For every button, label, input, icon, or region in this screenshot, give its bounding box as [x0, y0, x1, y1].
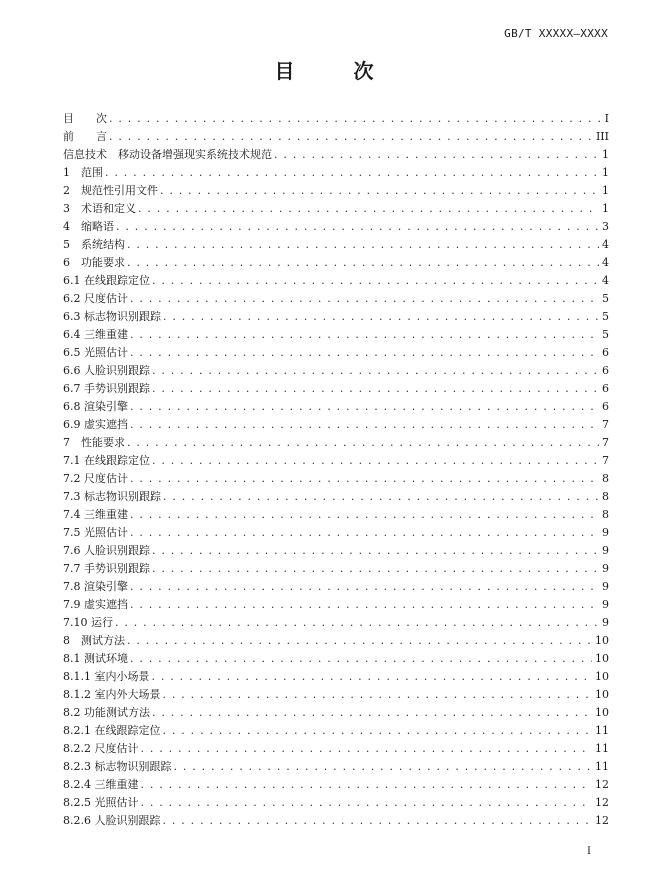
toc-entry-label: 目 次 — [63, 112, 107, 125]
toc-entry-page: I — [604, 112, 609, 125]
table-of-contents — [63, 110, 609, 830]
toc-entry-page: 1 — [602, 202, 609, 215]
toc-entry-page: 12 — [595, 778, 609, 791]
toc-entry-page: 5 — [602, 310, 609, 323]
toc-entry-page: 9 — [602, 616, 609, 629]
toc-dot-leader — [130, 290, 599, 308]
toc-entry[interactable] — [63, 254, 609, 272]
toc-entry-label: 8.2.1 在线跟踪定位 — [63, 724, 161, 737]
toc-entry-page: 12 — [595, 796, 609, 809]
toc-entry[interactable] — [63, 722, 609, 740]
toc-entry[interactable] — [63, 398, 609, 416]
toc-entry[interactable] — [63, 560, 609, 578]
toc-entry-label: 6.1 在线跟踪定位 — [63, 274, 150, 287]
toc-entry[interactable] — [63, 578, 609, 596]
toc-entry-page: 9 — [602, 598, 609, 611]
toc-dot-leader — [163, 722, 593, 740]
toc-entry[interactable] — [63, 704, 609, 722]
toc-entry[interactable] — [63, 470, 609, 488]
toc-dot-leader — [152, 362, 599, 380]
toc-entry-page: 9 — [602, 544, 609, 557]
toc-entry-label: 6 功能要求 — [63, 256, 125, 269]
toc-entry-label: 7.10 运行 — [63, 616, 113, 629]
toc-entry-page: 8 — [602, 508, 609, 521]
toc-entry-page: 5 — [602, 292, 609, 305]
toc-entry-label: 7.4 三维重建 — [63, 508, 128, 521]
toc-entry-label: 6.5 光照估计 — [63, 346, 128, 359]
toc-entry-label: 7.9 虚实遮挡 — [63, 598, 128, 611]
toc-entry-page: 7 — [602, 418, 609, 431]
toc-dot-leader — [163, 308, 599, 326]
toc-entry-label: 7.8 渲染引擎 — [63, 580, 128, 593]
toc-entry[interactable] — [63, 776, 609, 794]
toc-entry-label: 8.2.3 标志物识别跟踪 — [63, 760, 172, 773]
toc-dot-leader — [152, 272, 599, 290]
toc-entry[interactable] — [63, 524, 609, 542]
toc-entry-label: 6.8 渲染引擎 — [63, 400, 128, 413]
toc-entry[interactable] — [63, 164, 609, 182]
toc-entry-page: 9 — [602, 562, 609, 575]
toc-dot-leader — [109, 110, 602, 128]
toc-dot-leader — [116, 218, 599, 236]
toc-entry-page: 7 — [602, 436, 609, 449]
toc-entry[interactable] — [63, 596, 609, 614]
toc-entry-page: 10 — [595, 634, 609, 647]
toc-dot-leader — [152, 542, 599, 560]
toc-dot-leader — [127, 632, 592, 650]
toc-entry-label: 8.2.4 三维重建 — [63, 778, 139, 791]
toc-entry-page: 11 — [595, 742, 609, 755]
toc-entry-label: 8.1.2 室内外大场景 — [63, 688, 161, 701]
toc-entry-page: 10 — [595, 652, 609, 665]
toc-entry-page: 7 — [602, 454, 609, 467]
toc-entry-page: 9 — [602, 526, 609, 539]
toc-entry[interactable] — [63, 308, 609, 326]
toc-entry-label: 1 范围 — [63, 166, 103, 179]
toc-entry[interactable] — [63, 182, 609, 200]
toc-entry-page: 11 — [595, 760, 609, 773]
toc-dot-leader — [152, 452, 599, 470]
toc-dot-leader — [141, 740, 593, 758]
toc-entry-label: 7.7 手势识别跟踪 — [63, 562, 150, 575]
toc-entry[interactable] — [63, 686, 609, 704]
toc-dot-leader — [138, 200, 599, 218]
toc-entry-label: 7.5 光照估计 — [63, 526, 128, 539]
toc-dot-leader — [152, 380, 599, 398]
toc-entry[interactable] — [63, 146, 609, 164]
toc-entry-page: 10 — [595, 706, 609, 719]
toc-entry-page: 5 — [602, 328, 609, 341]
toc-entry-label: 8.1.1 室内小场景 — [63, 670, 150, 683]
toc-entry[interactable] — [63, 416, 609, 434]
toc-entry-label: 前 言 — [63, 130, 107, 143]
toc-dot-leader — [152, 704, 592, 722]
toc-entry-page: 1 — [602, 148, 609, 161]
toc-entry-page: 6 — [602, 400, 609, 413]
toc-dot-leader — [152, 668, 593, 686]
toc-entry[interactable] — [63, 110, 609, 128]
toc-dot-leader — [163, 488, 599, 506]
toc-entry-label: 6.9 虚实遮挡 — [63, 418, 128, 431]
toc-entry-page: 9 — [602, 580, 609, 593]
toc-dot-leader — [152, 560, 599, 578]
toc-entry-label: 8.2 功能测试方法 — [63, 706, 150, 719]
toc-entry-page: 4 — [602, 238, 609, 251]
toc-entry-page: 8 — [602, 472, 609, 485]
toc-dot-leader — [130, 344, 599, 362]
toc-entry-page: 4 — [602, 256, 609, 269]
toc-dot-leader — [174, 758, 593, 776]
toc-entry[interactable] — [63, 488, 609, 506]
toc-entry-label: 8.2.6 人脸识别跟踪 — [63, 814, 161, 827]
toc-entry-page: 6 — [602, 346, 609, 359]
toc-dot-leader — [130, 650, 592, 668]
toc-dot-leader — [141, 776, 593, 794]
toc-entry-label: 8 测试方法 — [63, 634, 125, 647]
toc-dot-leader — [127, 434, 599, 452]
toc-entry[interactable] — [63, 758, 609, 776]
toc-dot-leader — [130, 524, 599, 542]
toc-dot-leader — [141, 794, 593, 812]
toc-entry-label: 8.2.2 尺度估计 — [63, 742, 139, 755]
toc-entry-label: 4 缩略语 — [63, 220, 114, 233]
toc-dot-leader — [115, 614, 599, 632]
toc-entry[interactable] — [63, 362, 609, 380]
toc-dot-leader — [127, 236, 599, 254]
toc-entry[interactable] — [63, 740, 609, 758]
toc-entry[interactable] — [63, 668, 609, 686]
toc-entry[interactable] — [63, 200, 609, 218]
toc-entry-label: 8.1 测试环境 — [63, 652, 128, 665]
toc-entry-page: 11 — [595, 724, 609, 737]
toc-dot-leader — [274, 146, 599, 164]
toc-entry-label: 8.2.5 光照估计 — [63, 796, 139, 809]
toc-entry[interactable] — [63, 614, 609, 632]
toc-entry-page: 3 — [602, 220, 609, 233]
toc-dot-leader — [160, 182, 599, 200]
toc-entry[interactable] — [63, 344, 609, 362]
standard-code: GB/T XXXXX—XXXX — [504, 27, 608, 40]
toc-entry-label: 5 系统结构 — [63, 238, 125, 251]
toc-entry-page: 10 — [595, 670, 609, 683]
toc-entry[interactable] — [63, 434, 609, 452]
toc-dot-leader — [130, 416, 599, 434]
toc-entry-label: 7.3 标志物识别跟踪 — [63, 490, 161, 503]
toc-entry-label: 7.1 在线跟踪定位 — [63, 454, 150, 467]
toc-dot-leader — [130, 578, 599, 596]
toc-entry[interactable] — [63, 812, 609, 830]
toc-entry-page: 1 — [602, 166, 609, 179]
toc-dot-leader — [127, 254, 599, 272]
toc-entry-label: 3 术语和定义 — [63, 202, 136, 215]
toc-entry[interactable] — [63, 506, 609, 524]
toc-dot-leader — [130, 470, 599, 488]
toc-dot-leader — [130, 326, 599, 344]
toc-entry-page: 10 — [595, 688, 609, 701]
toc-dot-leader — [130, 596, 599, 614]
toc-entry-page: 6 — [602, 382, 609, 395]
toc-entry[interactable] — [63, 452, 609, 470]
toc-entry-page: 12 — [595, 814, 609, 827]
toc-entry[interactable] — [63, 650, 609, 668]
page-number: I — [587, 846, 591, 857]
toc-dot-leader — [163, 686, 593, 704]
toc-entry[interactable] — [63, 326, 609, 344]
toc-entry-label: 6.6 人脸识别跟踪 — [63, 364, 150, 377]
toc-entry-label: 7 性能要求 — [63, 436, 125, 449]
toc-entry-page: 1 — [602, 184, 609, 197]
toc-entry[interactable] — [63, 794, 609, 812]
toc-entry[interactable] — [63, 128, 609, 146]
toc-dot-leader — [105, 164, 599, 182]
toc-entry-page: 6 — [602, 364, 609, 377]
toc-entry-label: 6.2 尺度估计 — [63, 292, 128, 305]
toc-entry-label: 2 规范性引用文件 — [63, 184, 158, 197]
toc-entry-page: 8 — [602, 490, 609, 503]
toc-entry[interactable] — [63, 272, 609, 290]
toc-entry-label: 6.4 三维重建 — [63, 328, 128, 341]
toc-dot-leader — [130, 506, 599, 524]
toc-entry[interactable] — [63, 542, 609, 560]
page-title: 目 次 — [274, 59, 400, 83]
toc-entry[interactable] — [63, 632, 609, 650]
toc-entry-label: 信息技术 移动设备增强现实系统技术规范 — [63, 148, 272, 161]
toc-entry-label: 7.6 人脸识别跟踪 — [63, 544, 150, 557]
toc-entry[interactable] — [63, 236, 609, 254]
toc-dot-leader — [130, 398, 599, 416]
toc-entry-label: 6.7 手势识别跟踪 — [63, 382, 150, 395]
toc-entry[interactable] — [63, 290, 609, 308]
toc-entry-label: 6.3 标志物识别跟踪 — [63, 310, 161, 323]
toc-entry[interactable] — [63, 218, 609, 236]
toc-entry-label: 7.2 尺度估计 — [63, 472, 128, 485]
toc-entry-page: 4 — [602, 274, 609, 287]
toc-entry[interactable] — [63, 380, 609, 398]
toc-dot-leader — [163, 812, 593, 830]
toc-dot-leader — [109, 128, 593, 146]
toc-entry-page: III — [595, 130, 609, 143]
